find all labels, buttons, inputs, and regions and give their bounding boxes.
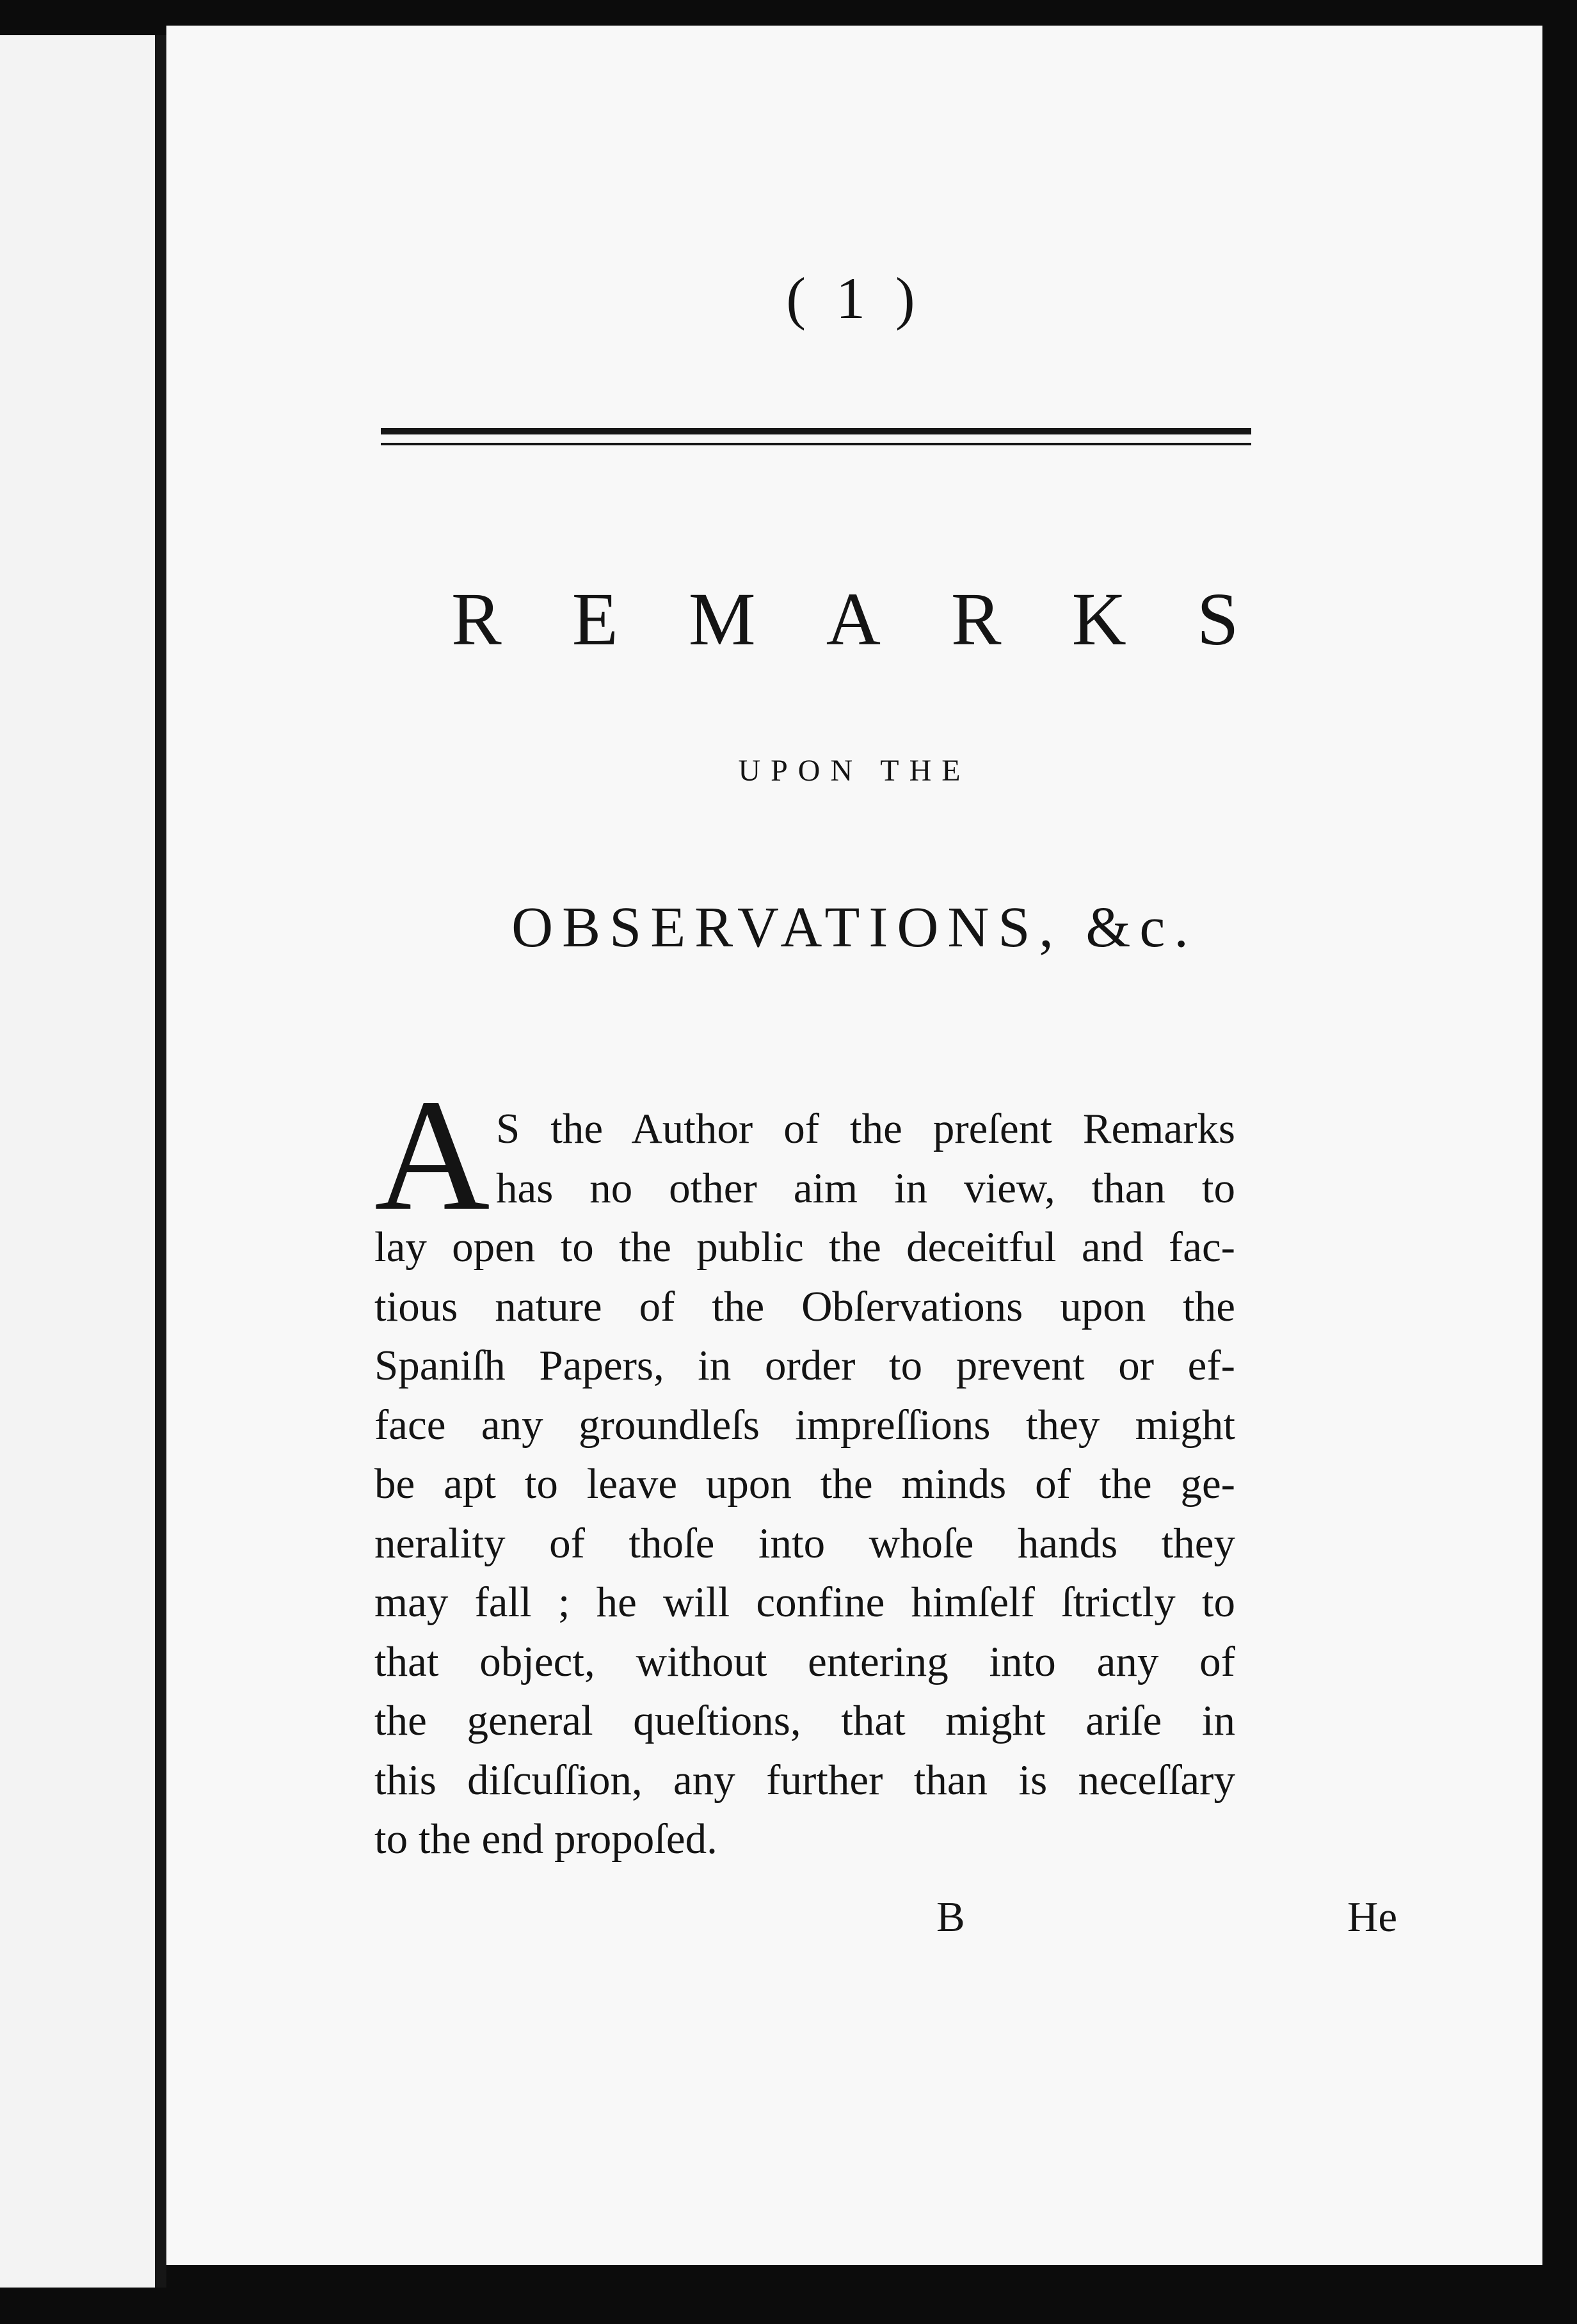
signature-mark: B — [936, 1893, 965, 1941]
page-footer — [374, 1888, 1411, 1952]
page-number: ( 1 ) — [786, 266, 923, 331]
facing-page-edge — [0, 35, 155, 2288]
text-line: lay open to the public the deceitful and fac- — [374, 1223, 1235, 1271]
text-line: Spaniſh Papers, in order to prevent or ef- — [374, 1342, 1235, 1389]
text-line: nerality of thoſe into whoſe hands they — [374, 1519, 1235, 1567]
double-rule-thin — [381, 443, 1251, 445]
page-title: REMARKS — [451, 577, 1309, 661]
text-line: has no other aim in view, than to — [496, 1164, 1235, 1212]
section-heading: OBSERVATIONS, &c. — [511, 896, 1197, 959]
body-paragraph — [374, 1067, 1235, 1869]
drop-cap-initial: A — [374, 1067, 490, 1244]
text-line: tious nature of the Obſervations upon the — [374, 1282, 1235, 1330]
text-line: S the Author of the preſent Remarks — [496, 1105, 1235, 1152]
page-subtitle: UPON THE — [738, 754, 971, 788]
text-line: be apt to leave upon the minds of the ge- — [374, 1460, 1235, 1508]
book-page — [166, 26, 1542, 2265]
double-rule-thick — [381, 428, 1251, 434]
text-line: to the end propoſed. — [374, 1815, 717, 1863]
text-line: face any groundleſs impreſſions they might — [374, 1401, 1235, 1449]
text-line: that object, without entering into any of — [374, 1637, 1235, 1685]
catchword: He — [1347, 1893, 1398, 1941]
text-line: may fall ; he will confine himſelf ſtrictly to — [374, 1579, 1235, 1626]
text-line: this diſcuſſion, any further than is neceſſary — [374, 1756, 1235, 1804]
text-line: the general queſtions, that might ariſe in — [374, 1697, 1235, 1744]
book-gutter — [155, 35, 166, 2288]
